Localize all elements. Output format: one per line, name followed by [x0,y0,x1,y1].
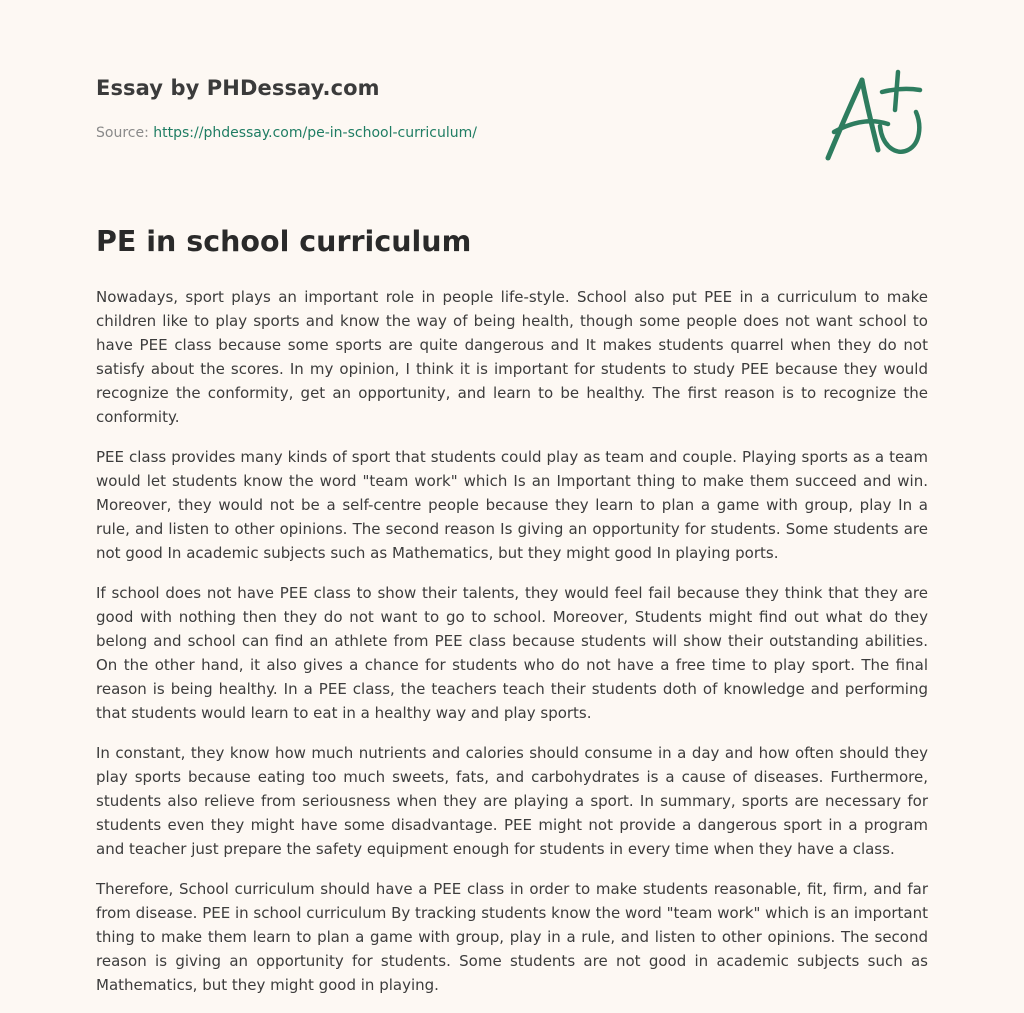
source-label: Source: [96,125,154,141]
essay-paragraph: In constant, they know how much nutrients and calories should consume in a day and how often should they play sports because eating too much sweets, fats, and carbohydrates is a cause of diseases. Furthermore, students also relieve from seriousness when they are playing a sport. In summary, sports are necessary for students even they might have some disadvantage. PEE might not provide a dangerous sport in a program and teacher just prepare the safety equipment enough for students in every time when they have a class. [96,744,928,858]
essay-paragraph: If school does not have PEE class to show their talents, they would feel fail because they think that they are good with nothing then they do not want to go to school. Moreover, Students might find out what do they belong and school can find an athlete from PEE class because students will show their outstanding abilities. On the other hand, it also gives a chance for students who do not have a free time to play sport. The final reason is being healthy. In a PEE class, the teachers teach their students doth of knowledge and performing that students would learn to eat in a healthy way and play sports. [96,584,928,722]
essay-paragraph: Nowadays, sport plays an important role in people life-style. School also put PEE in a curriculum to make children like to play sports and know the way of being health, though some people does not want school to have PEE class because some sports are quite dangerous and It makes students quarrel when they do not satisfy about the scores. In my opinion, I think it is important for students to study PEE because they would recognize the conformity, get an opportunity, and learn to be healthy. The first reason is to recognize the conformity. [96,288,928,426]
essay-paragraph: PEE class provides many kinds of sport that students could play as team and couple. Playing sports as a team would let students know the word "team work" which Is an Important thing to make them succeed and win. Moreover, they would not be a self-centre people because they learn to plan a game with group, play In a rule, and listen to other opinions. The second reason Is giving an opportunity for students. Some students are not good In academic subjects such as Mathematics, but they might good In playing ports. [96,448,928,562]
essay-title: PE in school curriculum [96,225,472,258]
source-link[interactable]: https://phdessay.com/pe-in-school-curriculum/ [153,125,477,141]
site-brand: Essay by PHDessay.com [96,76,380,100]
essay-body [96,285,928,1013]
source-line [96,125,477,141]
a-plus-logo-icon [822,66,928,166]
essay-paragraph: Therefore, School curriculum should have a PEE class in order to make students reasonable, fit, firm, and far from disease. PEE in school curriculum By tracking students know the word "team work" which is an important thing to make them learn to plan a game with group, play in a rule, and listen to other opinions. The second reason is giving an opportunity for students. Some students are not good in academic subjects such as Mathematics, but they might good in playing. [96,880,928,994]
